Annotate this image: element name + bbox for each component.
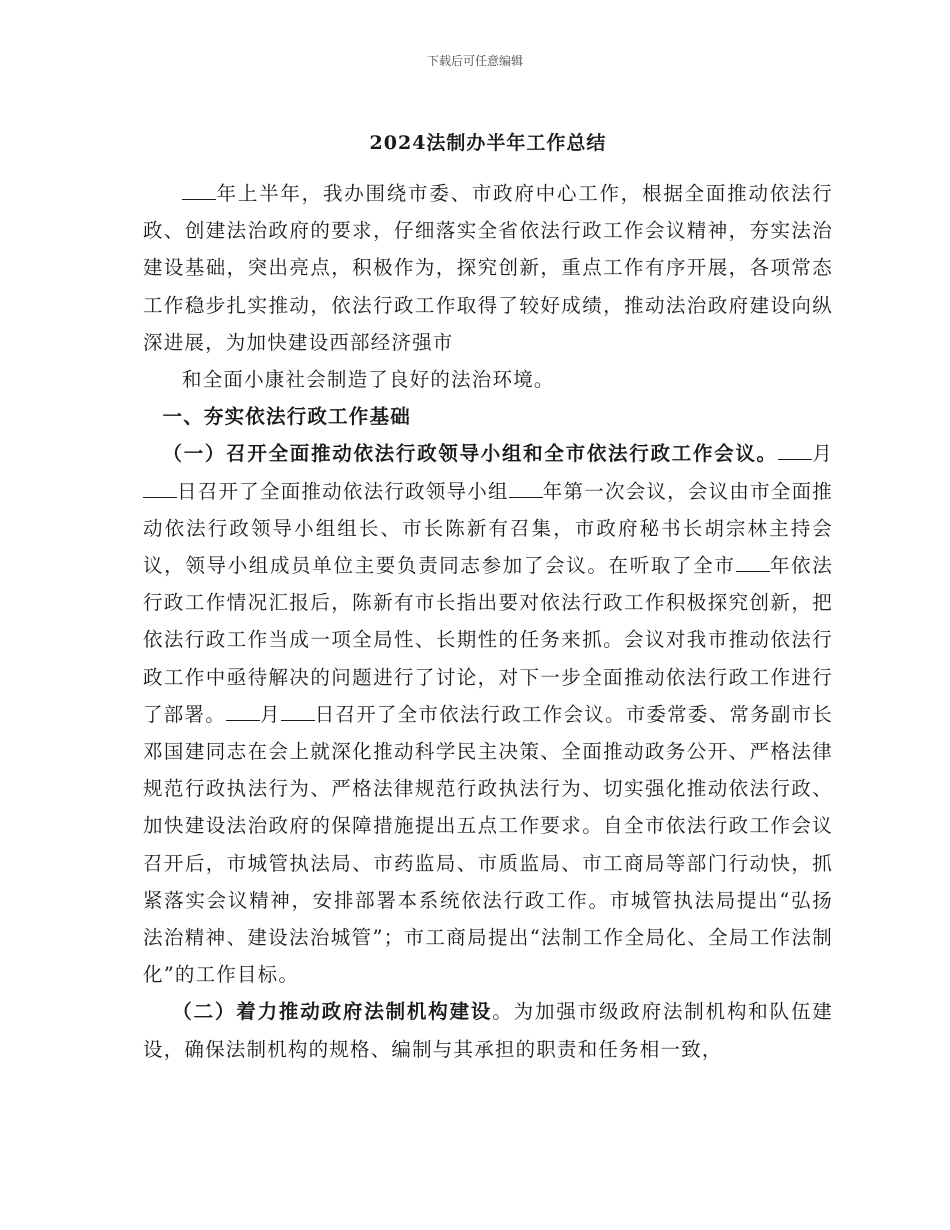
blank-day-2 — [281, 704, 315, 721]
subsection-1-paragraph — [143, 435, 833, 993]
text-month-2: 月 — [259, 702, 281, 726]
blank-year-1 — [509, 481, 543, 498]
text-meeting: 日召开了全面推动依法行政领导小组 — [177, 479, 509, 503]
blank-day-1 — [143, 481, 177, 498]
text-meeting-details: 年第一次会议，会议由市全面推动依法行政领导小组组长、市长陈新有召集，市政府秘书长胡宗林主持会议，领导小组成员单位主要负责同志参加了会议。在听取了全市 — [143, 479, 833, 578]
document-body — [143, 118, 833, 1068]
download-note: 下载后可任意编辑 — [426, 54, 523, 68]
text-month: 月 — [811, 442, 833, 466]
text-report: 年依法行政工作情况汇报后，陈新有市长指出要对依法行政工作积极探究创新，把依法行政工作当成一项全局性、长期性的任务来抓。会议对我市推动依法行政工作中亟待解决的问题进行了讨论，对下一步全面推动依法行政工作进行了部署。 — [143, 554, 833, 726]
subsection-2-paragraph — [143, 993, 833, 1067]
section-heading-1: 一、夯实依法行政工作基础 — [162, 405, 411, 429]
intro-paragraph-continued: 和全面小康社会制造了良好的法治环境。 — [182, 368, 555, 392]
intro-paragraph — [143, 175, 833, 361]
subsection-2-title: （二）着力推动政府法制机构建设 — [172, 1000, 493, 1024]
subsection-1-title: （一）召开全面推动依法行政领导小组和全市依法行政工作会议。 — [162, 442, 778, 466]
blank-year-2 — [736, 555, 770, 572]
document-title: 2024法制办半年工作总结 — [369, 132, 607, 154]
subsection-2-text: 。为加强市级政府法制机构和队伍建设，确保法制机构的规格、编制与其承担的职责和任务相一致， — [143, 1000, 833, 1061]
blank-year — [182, 183, 216, 200]
blank-month-2 — [226, 704, 260, 721]
blank-month-1 — [778, 443, 812, 460]
text-conference: 日召开了全市依法行政工作会议。市委常委、常务副市长邓国建同志在会上就深化推动科学民主决策、全面推动政务公开、严格法律规范行政执法行为、严格法律规范行政执法行为、切实强化推动依法行政、加快建设法治政府的保障措施提出五点工作要求。自全市依法行政工作会议召开后，市城管执法局、市药监局、市质监局、市工商局等部门行动快，抓紧落实会议精神，安排部署本系统依法行政工作。市城管执法局提出“弘扬法治精神、建设法治城管”；市工商局提出“法制工作全局化、全局工作法制化”的工作目标。 — [143, 702, 833, 987]
intro-text: 年上半年，我办围绕市委、市政府中心工作，根据全面推动依法行政、创建法治政府的要求，仔细落实全省依法行政工作会议精神，夯实法治建设基础，突出亮点，积极作为，探究创新，重点工作有序开展，各项常态工作稳步扎实推动，依法行政工作取得了较好成绩，推动法治政府建设向纵深进展，为加快建设西部经济强市 — [143, 182, 833, 354]
